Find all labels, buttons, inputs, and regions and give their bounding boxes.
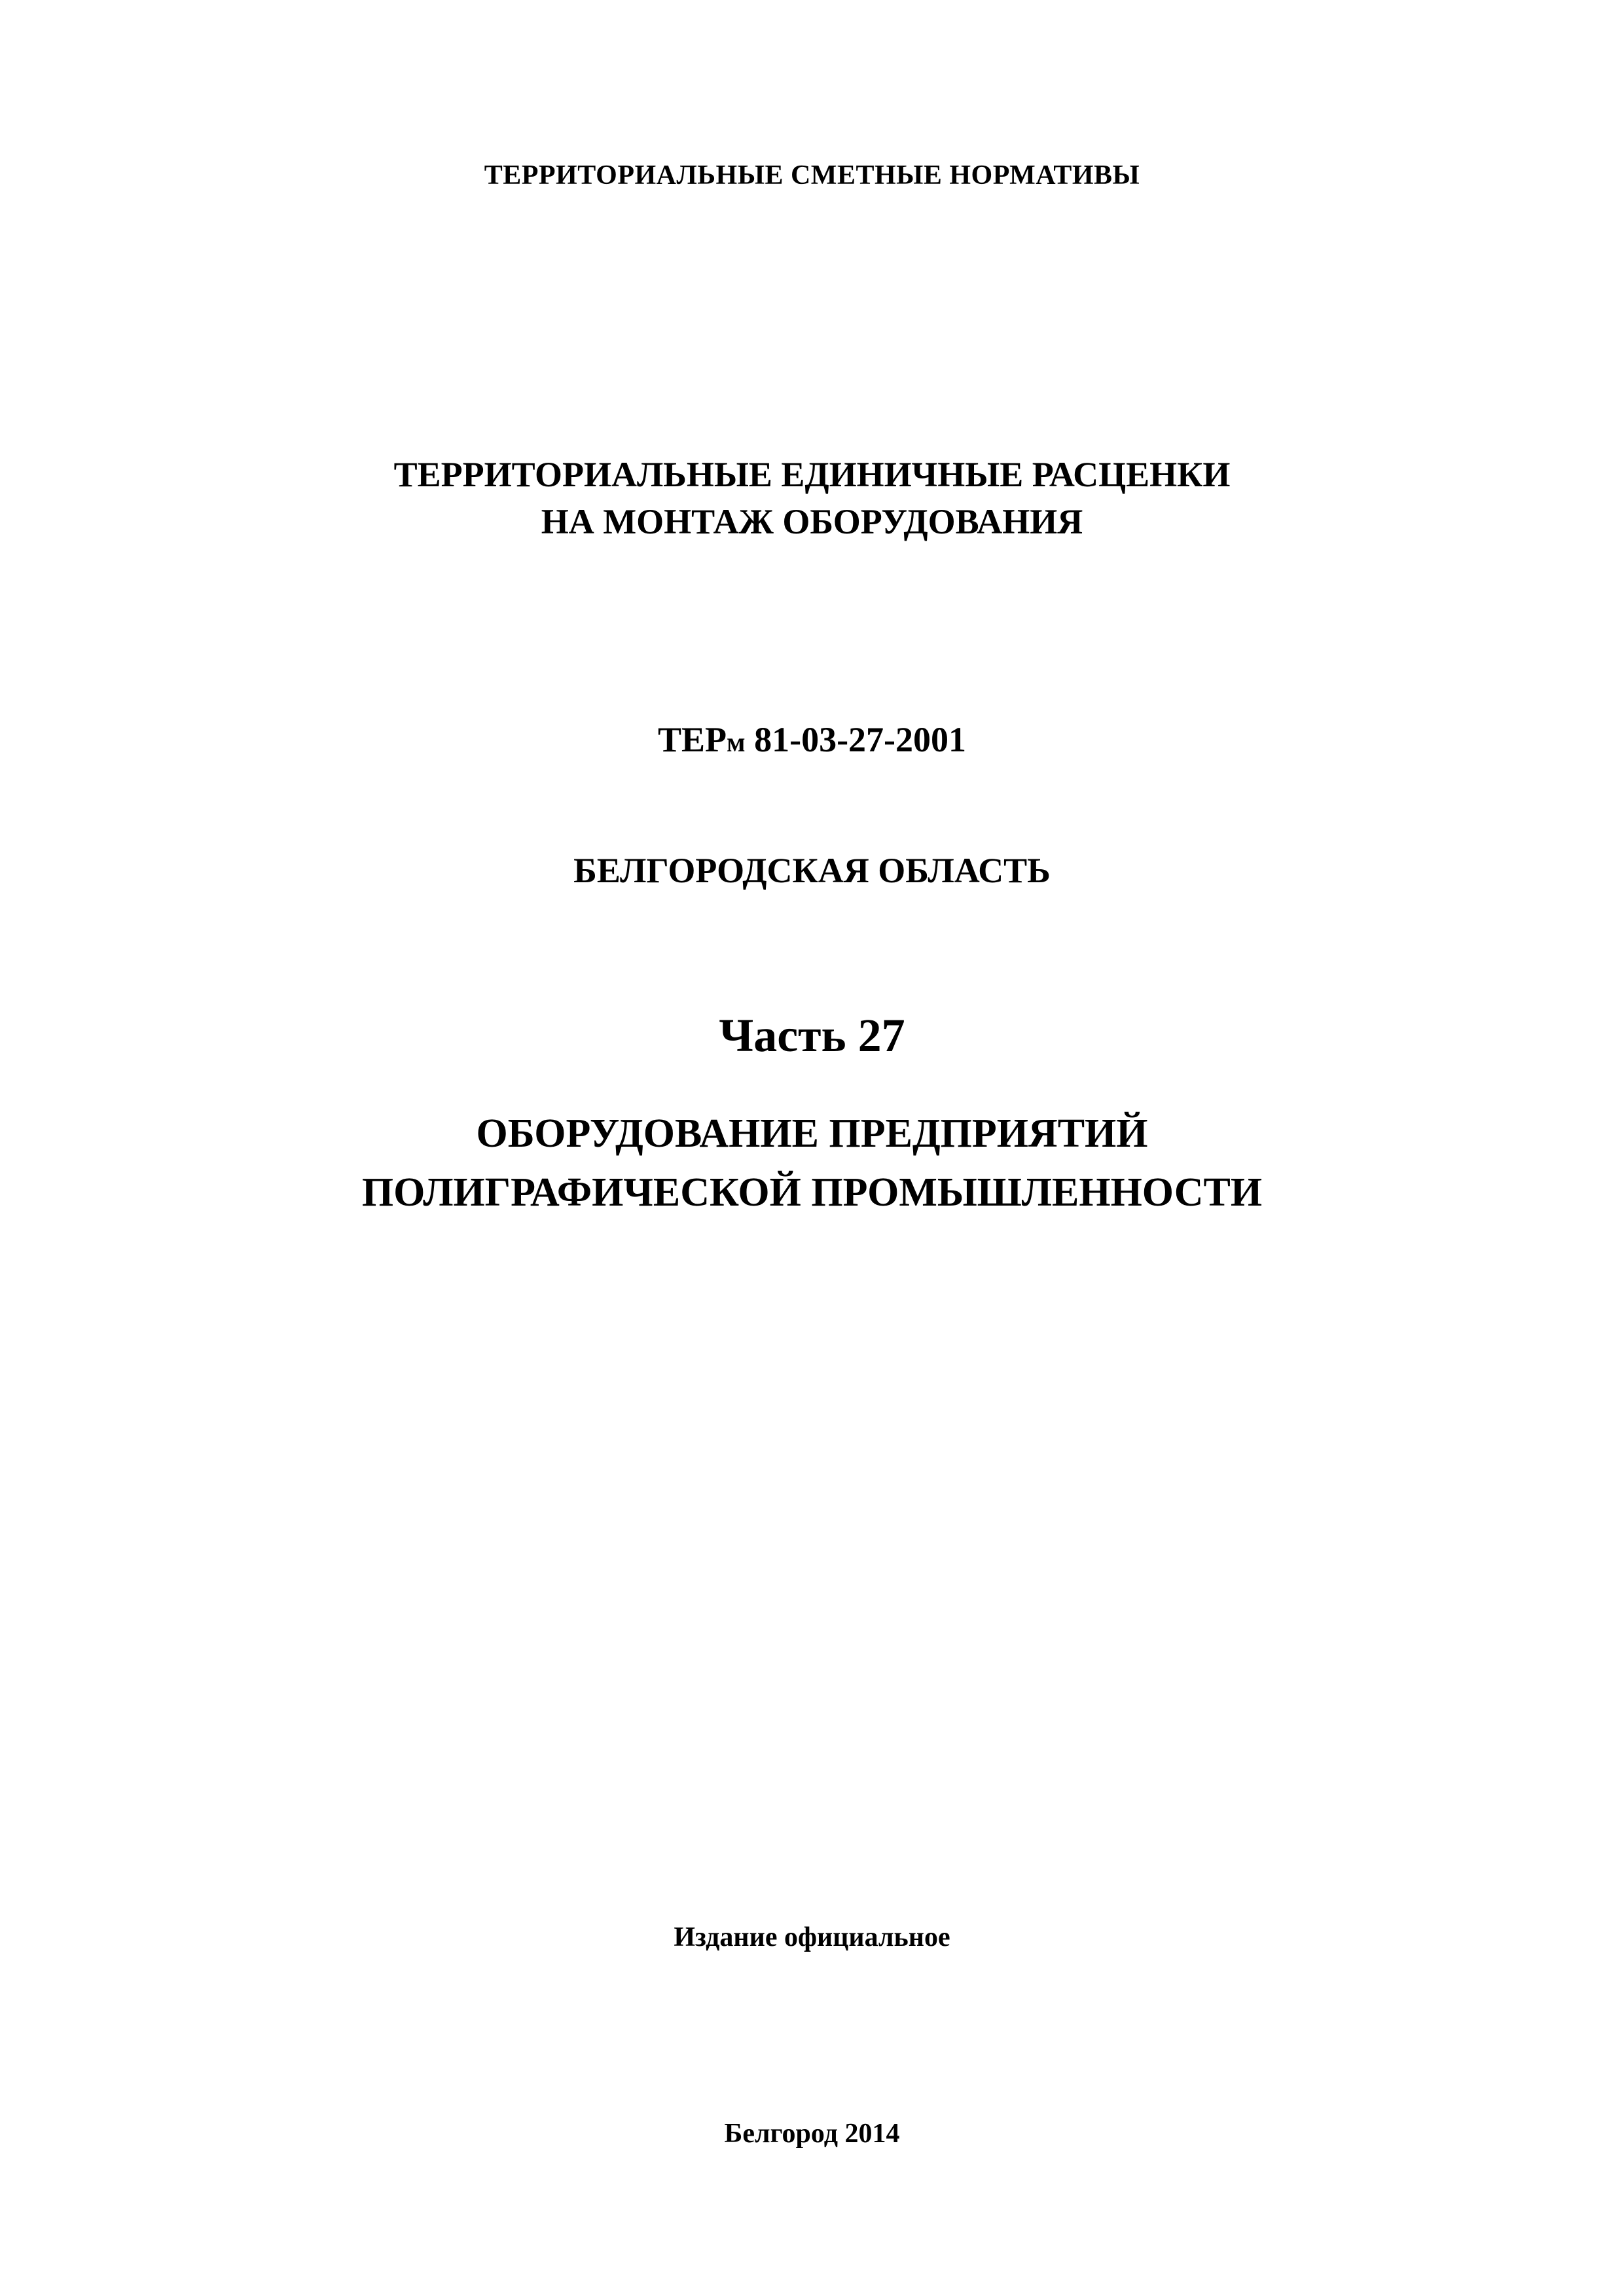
document-code	[0, 717, 1624, 766]
imprint: Белгород 2014	[724, 2119, 900, 2149]
document-title-line-1: ТЕРРИТОРИАЛЬНЫЕ ЕДИНИЧНЫЕ РАСЦЕНКИ	[393, 455, 1231, 494]
edition-note: Издание официальное	[674, 1922, 950, 1952]
part-number: Часть 27	[719, 1009, 905, 1062]
document-code-suffix: м	[726, 728, 746, 758]
document-title-line-2: НА МОНТАЖ ОБОРУДОВАНИЯ	[541, 502, 1083, 541]
series-heading: ТЕРРИТОРИАЛЬНЫЕ СМЕТНЫЕ НОРМАТИВЫ	[484, 160, 1140, 190]
region-heading: БЕЛГОРОДСКАЯ ОБЛАСТЬ	[573, 851, 1051, 890]
subject-line-1: ОБОРУДОВАНИЕ ПРЕДПРИЯТИЙ	[476, 1111, 1148, 1156]
document-code-number: 81-03-27-2001	[754, 720, 967, 759]
document-code-prefix: ТЕР	[657, 720, 727, 759]
subject-line-2: ПОЛИГРАФИЧЕСКОЙ ПРОМЫШЛЕННОСТИ	[361, 1170, 1263, 1215]
